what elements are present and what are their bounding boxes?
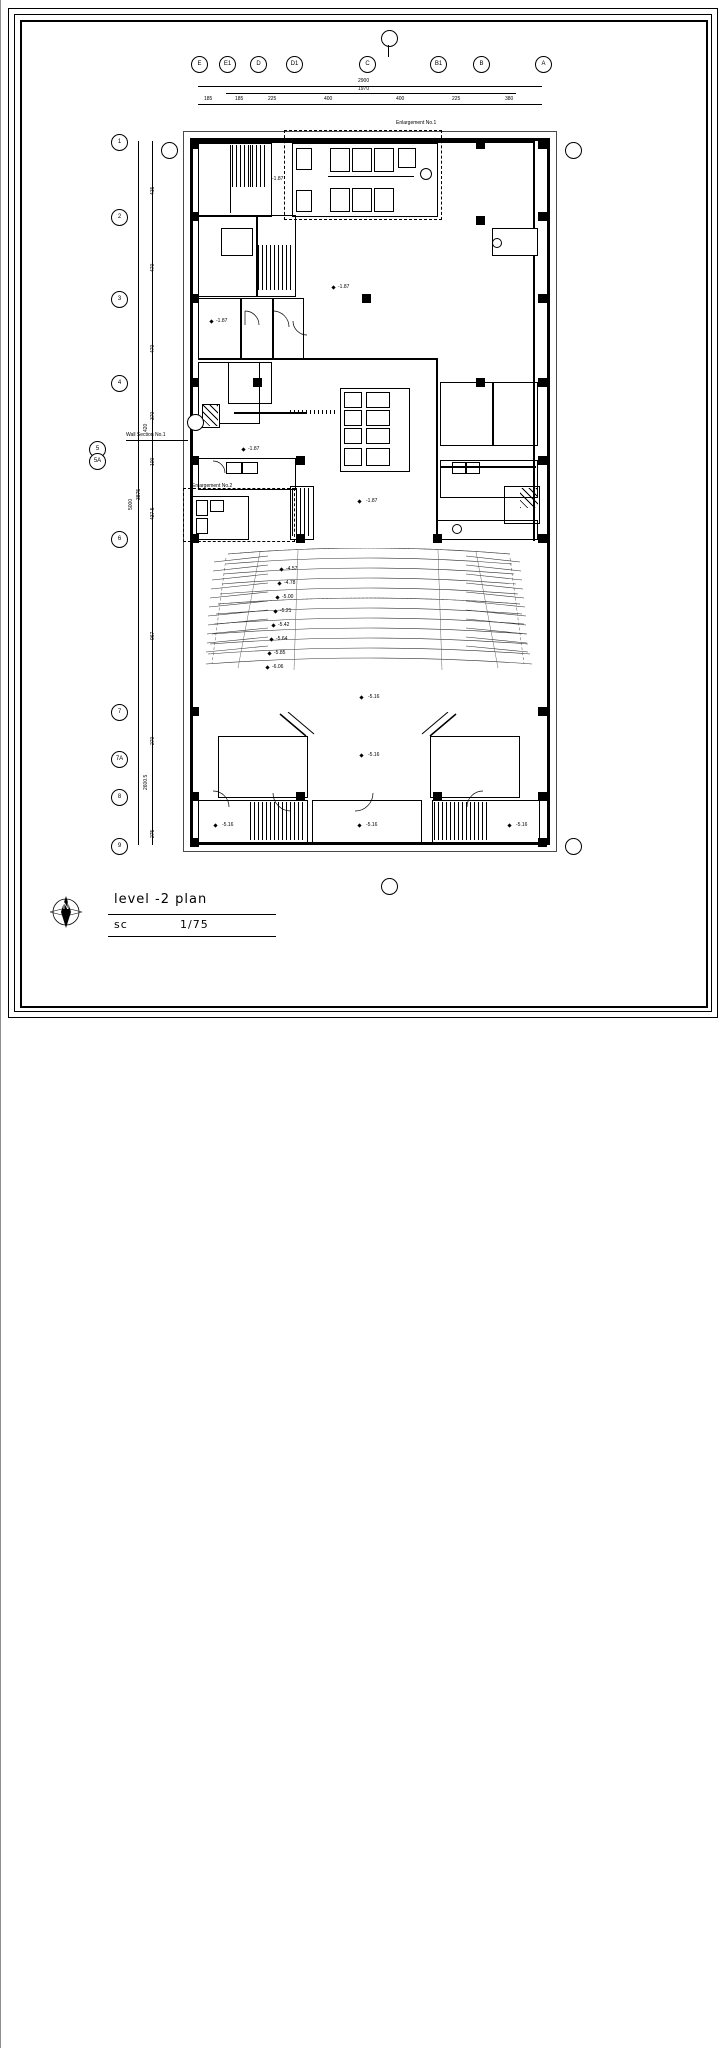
level-marker-lower: -5.16 [516,822,528,828]
dim-overall-left: 5000 [128,498,134,510]
grid-bubble-col-C: C [359,56,376,73]
dim-seg-left-5: 420 [143,423,149,432]
dim-seg-top-4: 400 [324,96,333,102]
scale-label: sc [114,918,128,931]
dim-secondary-top: 1970 [358,86,370,92]
dim-seg-top-2: 185 [235,96,244,102]
grid-bubble-col-D1: D1 [286,56,303,73]
dim-seg-left-3: 470 [150,344,156,353]
grid-line-D [0,1580,1,2048]
level-marker-lower: -5.16 [222,822,234,828]
section-marker-top [381,30,398,47]
grid-bubble-row-5A: 5A [89,453,106,470]
dim-seg-top-3: 225 [268,96,277,102]
level-marker: -1.87 [216,318,228,324]
grid-bubble-col-E: E [191,56,208,73]
dim-seg-left-4: 370 [150,411,156,420]
grid-bubble-col-E1: E1 [219,56,236,73]
dim-seg-left-11: 275 [150,829,156,838]
dim-seg-left-9: 270 [150,736,156,745]
grid-bubble-row-4: 4 [111,375,128,392]
grid-line-E1 [0,790,1,1580]
enlargement-1-label: Enlargement No.1 [396,120,437,126]
grid-bubble-row-3: 3 [111,291,128,308]
doors-layer [183,131,557,852]
dim-overall-top: 2900 [358,78,370,84]
section-marker-right-1 [565,142,582,159]
level-marker-seat: -4.78 [284,580,296,586]
title-block [46,886,276,946]
level-marker: -1.87 [338,284,350,290]
dim-secondary-left: 3875 [136,488,142,500]
section-marker-bottom [381,878,398,895]
level-marker: -1.87 [248,446,260,452]
grid-bubble-row-8: 8 [111,789,128,806]
dim-seg-left-10: 2600.5 [143,774,149,790]
level-marker-seat: -5.42 [278,622,290,628]
wall-section-1-label: Wall Section No.1 [126,432,166,438]
level-marker-seat: -5.00 [282,594,294,600]
level-marker-seat: -5.85 [274,650,286,656]
dim-seg-top-7: 380 [505,96,514,102]
svg-text:N: N [62,902,70,912]
level-marker-lower: -5.16 [368,694,380,700]
grid-bubble-row-1: 1 [111,134,128,151]
dim-seg-left-2: 470 [150,263,156,272]
title-underline [108,914,276,915]
section-marker-left-1 [161,142,178,159]
grid-bubble-col-A: A [535,56,552,73]
grid-bubble-col-B1: B1 [430,56,447,73]
title-underline-2 [108,936,276,937]
page-title: level -2 plan [114,892,208,907]
grid-bubble-row-6: 6 [111,531,128,548]
section-marker-left-2 [187,414,204,431]
level-marker-seat: -5.21 [280,608,292,614]
grid-bubble-row-2: 2 [111,209,128,226]
grid-bubble-col-B: B [473,56,490,73]
door-swings-svg [183,131,557,852]
scale-value: 1/75 [180,918,209,931]
dim-seg-left-7: 437.5 [150,507,156,520]
dim-seg-top-6: 225 [452,96,461,102]
section-marker-right-2 [565,838,582,855]
level-marker: -1.87 [366,498,378,504]
level-marker-lower: -5.16 [368,752,380,758]
level-marker-seat: -4.57 [286,566,298,572]
dim-seg-left-1: 415 [150,186,156,195]
grid-line-E [0,0,1,790]
dim-seg-top-5: 400 [396,96,405,102]
level-marker-seat: -5.64 [276,636,288,642]
grid-bubble-row-9: 9 [111,838,128,855]
dim-line-segments-top [198,104,542,105]
level-marker-lower: -5.16 [366,822,378,828]
dim-line-overall-top [198,86,542,87]
dim-line-secondary-top [226,93,516,94]
grid-bubble-row-7: 7 [111,704,128,721]
dim-seg-left-6: 100 [150,457,156,466]
section-line-top [388,45,389,57]
level-marker: -1.87 [272,176,284,182]
level-marker-seat: -6.06 [272,664,284,670]
grid-bubble-row-7A: 7A [111,751,128,768]
wall-section-leader [126,440,188,441]
dim-seg-left-8: 967 [150,631,156,640]
grid-bubble-col-D: D [250,56,267,73]
grid-bubble-row-5: 5 [89,441,106,458]
enlargement-2-label: Enlargement No.2 [192,483,233,489]
dim-seg-top-1: 185 [204,96,213,102]
